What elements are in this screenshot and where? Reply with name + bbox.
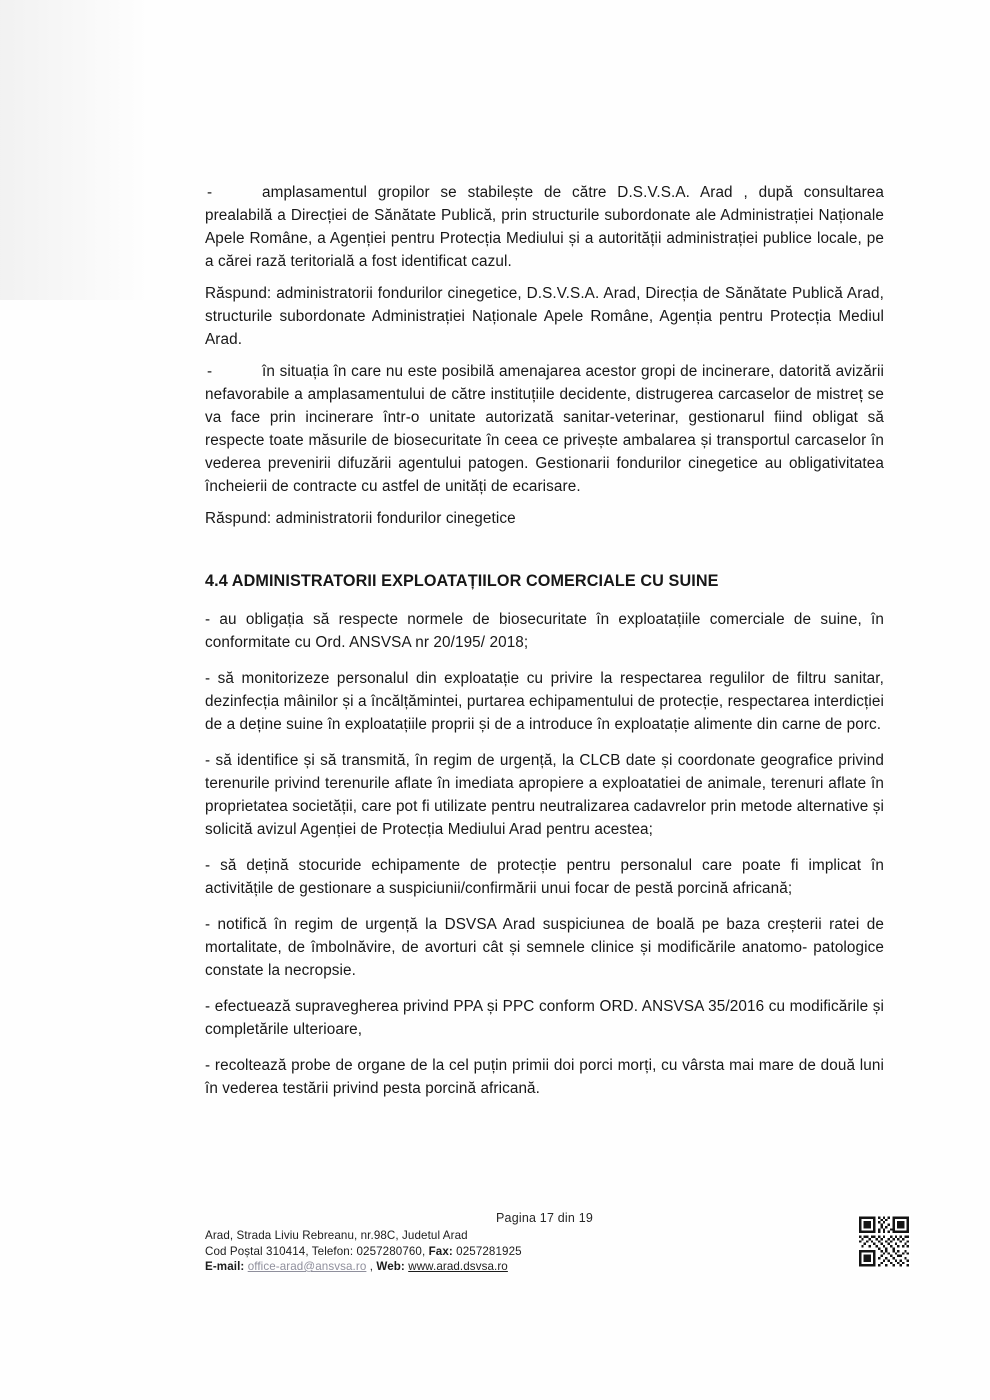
page-number: Pagina 17 din 19 — [496, 1211, 594, 1225]
bullet-supraveghere-ppa-ppc: - efectuează supravegherea privind PPA și PPC conform ORD. ANSVSA 35/2016 cu modificările și completările ulterioare, — [205, 998, 884, 1038]
web-label: Web: — [376, 1260, 409, 1273]
footer-address-line3 — [205, 1259, 522, 1275]
footer-address-block — [205, 1228, 522, 1275]
footer-address-line2 — [205, 1244, 522, 1260]
footer-postal-phone: Cod Poștal 310414, Telefon: 0257280760, — [205, 1244, 429, 1258]
paragraph-text: amplasamentul gropilor se stabilește de către D.S.V.S.A. Arad , după consultarea prealabilă a Direcției de Sănătate Publică, prin structurile subordonate ale Administrației Naționale Apele Române, a Agenției pentru Protecția Mediului și a autorității administrației publice locale, pe a cărei rază teritorială a fost identificat cazul. — [205, 184, 884, 270]
paragraph-incinerare — [205, 360, 884, 498]
fax-value: 0257281925 — [452, 1244, 522, 1258]
paragraph-raspund-1: Răspund: administratorii fondurilor cinegetice, D.S.V.S.A. Arad, Direcția de Sănătate Publică Arad, structurile subordonate Administrației Naționale Apele Române, Agenția pentru Protecția Mediul Arad. — [205, 285, 884, 348]
qr-code — [855, 1214, 913, 1269]
list-dash: - — [207, 184, 213, 201]
email-label: E-mail: — [205, 1260, 248, 1273]
bullet-recoltare-probe: - recoltează probe de organe de la cel puțin primii doi porci morți, cu vârsta mai mare de două luni în vederea testării privind pesta porcină africană. — [205, 1057, 884, 1097]
bullet-stocuri-echipamente: - să dețină stocuride echipamente de protecție pentru personalul care poate fi implicat în activitățile de gestionare a suspiciunii/confirmării unui focar de pestă porcină africană; — [205, 857, 884, 897]
paragraph-raspund-2: Răspund: administratorii fondurilor cinegetice — [205, 510, 516, 527]
footer-address-line1: Arad, Strada Liviu Rebreanu, nr.98C, Judetul Arad — [205, 1229, 468, 1242]
bullet-identificare-terenuri: - să identifice și să transmită, în regim de urgență, la CLCB date și coordonate geografice privind terenurile privind terenurile aflate în imediata apropiere a exploatatiei de animale, terenuri aflate în proprietatea societății, care pot fi utilizate pentru neutralizarea cadavrelor prin metode alternative și solicită avizul Agenției de Protecția Mediului Arad pentru acestea; — [205, 752, 884, 838]
document-body — [205, 181, 884, 1113]
section-heading-4-4: 4.4 ADMINISTRATORII EXPLOATAȚIILOR COMERCIALE CU SUINE — [205, 572, 719, 590]
paragraph-gropi-amplasament — [205, 181, 884, 273]
fax-label: Fax: — [428, 1244, 453, 1258]
list-dash: - — [207, 363, 213, 380]
bullet-notificare-dsvsa: - notifică în regim de urgență la DSVSA Arad suspiciunea de boală pe baza creșterii ratei de mortalitate, de îmbolnăvire, de avorturi cât și semnele clinice și modificările anatomo- patologice constate la necropsie. — [205, 916, 884, 979]
bullet-monitorizare-personal: - să monitorizeze personalul din exploatație cu privire la respectarea regulilor de filtru sanitar, dezinfecția mâinilor și a încălțămintei, purtarea echipamentului de protecție, respectarea interdicției de a deține suine în exploatațiile proprii și de a introduce în exploatație alimente din carne de porc. — [205, 670, 884, 733]
web-link[interactable]: www.arad.dsvsa.ro — [408, 1260, 508, 1273]
bullet-obligatia-biosecuritate: - au obligația să respecte normele de biosecuritate în exploatațiile comerciale de suine, în conformitate cu Ord. ANSVSA nr 20/195/ 2018; — [205, 611, 884, 651]
paragraph-text: în situația în care nu este posibilă amenajarea acestor gropi de incinerare, datorită avizării nefavorabile a amplasamentului de către instituțiile decidente, distrugerea carcaselor de mistreț se va face prin incinerare într-o unitate autorizată sanitar-veterinar, gestionarul fiind obligat să respecte toate măsurile de biosecuritate în ceea ce privește ambalarea și transportul carcaselor în vederea prevenirii difuzării agentului patogen. Gestionarii fondurilor cinegetice au obligativitatea încheierii de contracte cu astfel de unități de ecarisare. — [205, 363, 884, 495]
footer-separator: , — [366, 1260, 377, 1273]
scan-artifact-shading — [0, 0, 150, 300]
email-link[interactable]: office-arad@ansvsa.ro — [247, 1260, 367, 1273]
